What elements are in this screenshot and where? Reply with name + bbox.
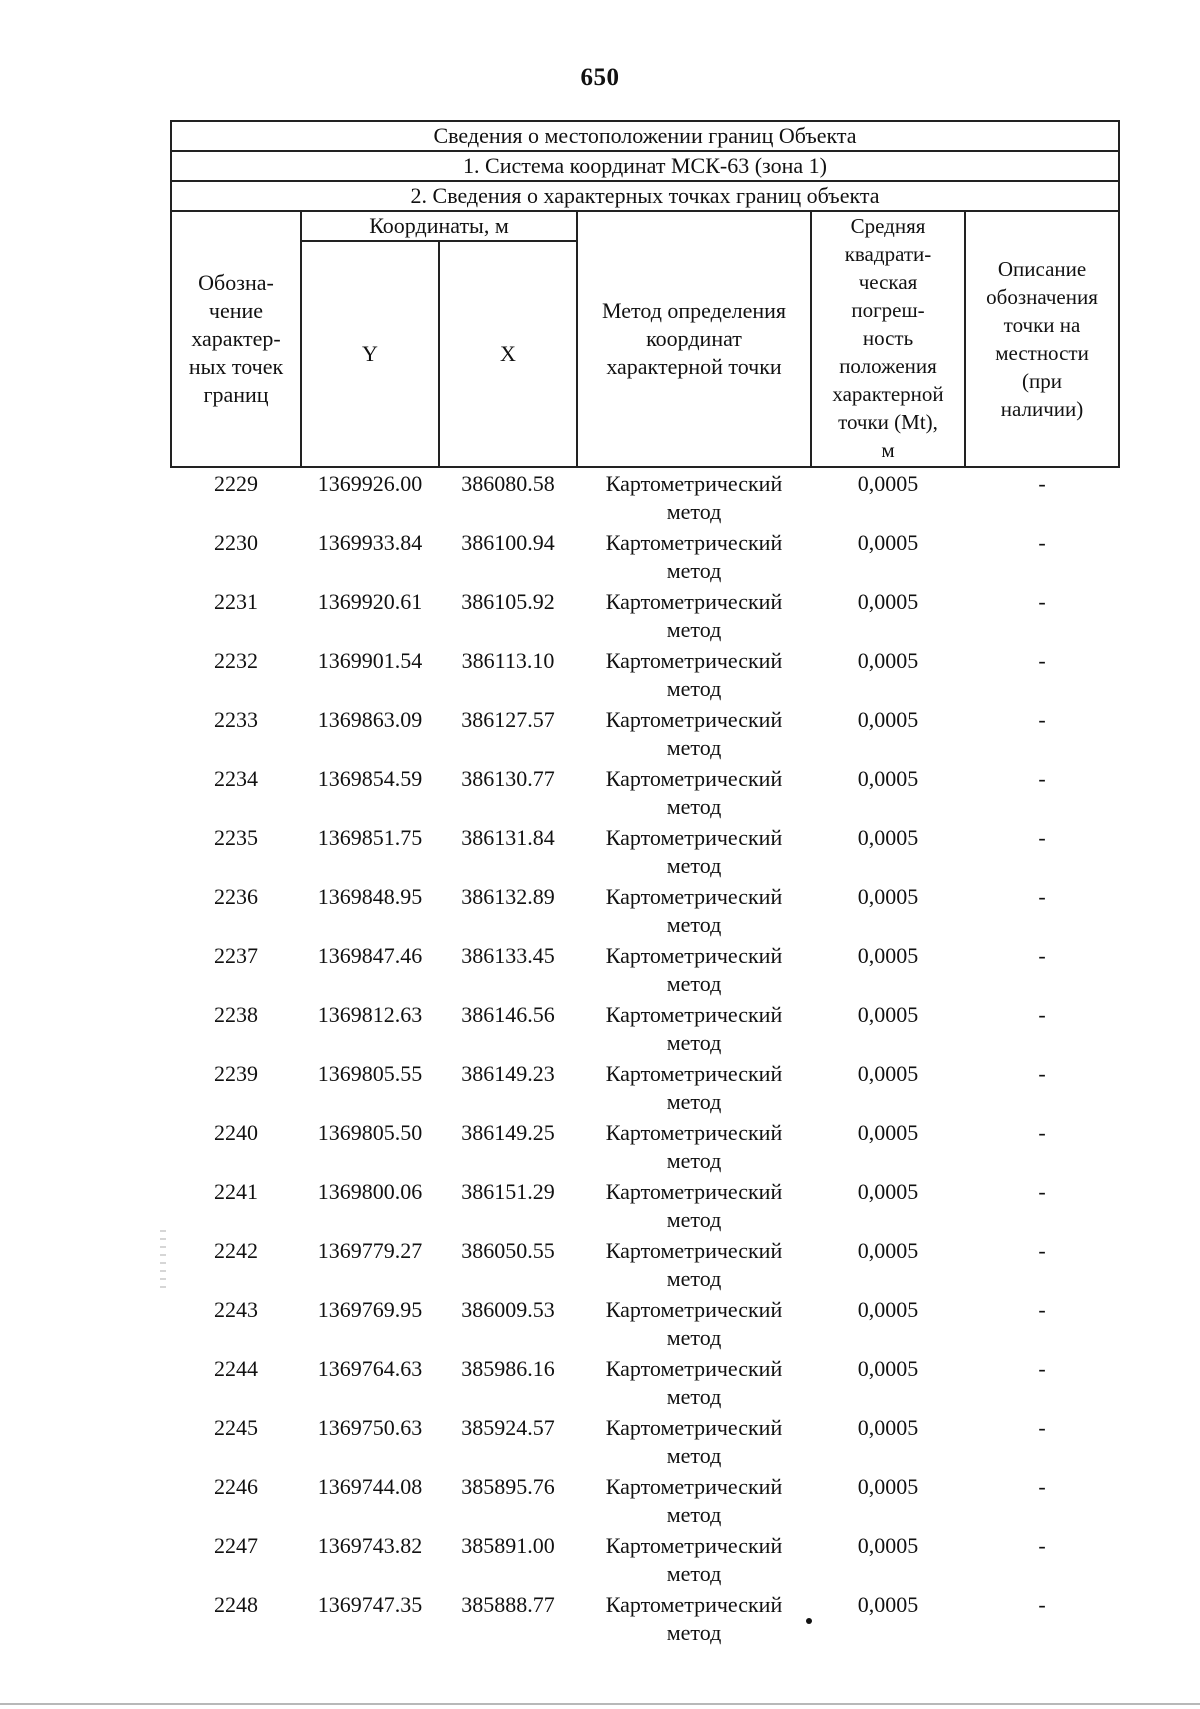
cell-point-id: 2239	[214, 1061, 258, 1086]
cell-method	[577, 586, 811, 645]
cell-method	[577, 822, 811, 881]
cell-point-id: 2245	[214, 1415, 258, 1440]
table-row	[171, 1353, 1119, 1412]
cell-method	[577, 1589, 811, 1648]
cell-description: -	[1038, 1120, 1046, 1145]
cell-x: 385895.76	[461, 1474, 555, 1499]
cell-method	[577, 1058, 811, 1117]
cell-x: 385891.00	[461, 1533, 555, 1558]
method-line-2: метод	[666, 1561, 722, 1586]
cell-x: 386132.89	[461, 884, 555, 909]
method-line-2: метод	[666, 1266, 722, 1291]
cell-accuracy: 0,0005	[857, 1238, 919, 1263]
method-line-1: Картометрический	[605, 1002, 783, 1027]
cell-y: 1369848.95	[317, 884, 423, 909]
cell-point-id: 2237	[214, 943, 258, 968]
cell-point-id: 2246	[214, 1474, 258, 1499]
cell-accuracy: 0,0005	[857, 1474, 919, 1499]
cell-method	[577, 645, 811, 704]
table-row	[171, 645, 1119, 704]
boundary-points-table	[170, 120, 1120, 1648]
cell-y: 1369847.46	[317, 943, 423, 968]
table-row	[171, 586, 1119, 645]
method-line-1: Картометрический	[605, 884, 783, 909]
cell-description: -	[1038, 471, 1046, 496]
method-line-2: метод	[666, 499, 722, 524]
cell-y: 1369769.95	[317, 1297, 423, 1322]
cell-description: -	[1038, 1356, 1046, 1381]
cell-point-id: 2230	[214, 530, 258, 555]
cell-y: 1369779.27	[317, 1238, 423, 1263]
header-point-designation-text: Обозна- чение характер- ных точек границ	[188, 270, 284, 407]
method-line-1: Картометрический	[605, 766, 783, 791]
cell-method	[577, 527, 811, 586]
cell-y: 1369920.61	[317, 589, 423, 614]
cell-x: 386146.56	[461, 1002, 555, 1027]
method-line-1: Картометрический	[605, 471, 783, 496]
method-line-1: Картометрический	[605, 1533, 783, 1558]
header-accuracy-text: Средняя квадрати- ческая погреш- ность положения характерной точки (Mt), м	[832, 214, 944, 462]
cell-accuracy: 0,0005	[857, 1415, 919, 1440]
cell-accuracy: 0,0005	[857, 471, 919, 496]
cell-point-id: 2238	[214, 1002, 258, 1027]
cell-method	[577, 881, 811, 940]
cell-x: 386151.29	[461, 1179, 555, 1204]
cell-method	[577, 1235, 811, 1294]
cell-description: -	[1038, 943, 1046, 968]
cell-y: 1369800.06	[317, 1179, 423, 1204]
cell-method	[577, 1471, 811, 1530]
cell-x: 386105.92	[461, 589, 555, 614]
cell-description: -	[1038, 1238, 1046, 1263]
cell-point-id: 2233	[214, 707, 258, 732]
method-line-2: метод	[666, 676, 722, 701]
cell-description: -	[1038, 1297, 1046, 1322]
method-line-1: Картометрический	[605, 1592, 783, 1617]
cell-description: -	[1038, 1533, 1046, 1558]
method-line-2: метод	[666, 794, 722, 819]
cell-y: 1369812.63	[317, 1002, 423, 1027]
cell-y: 1369805.50	[317, 1120, 423, 1145]
method-line-2: метод	[666, 735, 722, 760]
cell-method	[577, 1176, 811, 1235]
method-line-2: метод	[666, 1089, 722, 1114]
cell-y: 1369764.63	[317, 1356, 423, 1381]
cell-point-id: 2235	[214, 825, 258, 850]
cell-point-id: 2234	[214, 766, 258, 791]
cell-method	[577, 999, 811, 1058]
method-line-2: метод	[666, 1443, 722, 1468]
cell-x: 385924.57	[461, 1415, 555, 1440]
table-row	[171, 1176, 1119, 1235]
method-line-2: метод	[666, 1384, 722, 1409]
cell-method	[577, 1353, 811, 1412]
table-body	[171, 467, 1119, 1648]
cell-description: -	[1038, 530, 1046, 555]
method-line-2: метод	[666, 1148, 722, 1173]
cell-y: 1369901.54	[317, 648, 423, 673]
cell-point-id: 2244	[214, 1356, 258, 1381]
cell-x: 386131.84	[461, 825, 555, 850]
cell-y: 1369743.82	[317, 1533, 423, 1558]
cell-description: -	[1038, 1002, 1046, 1027]
cell-method	[577, 1294, 811, 1353]
scan-specks	[160, 1230, 166, 1290]
method-line-2: метод	[666, 1620, 722, 1645]
table-row	[171, 1589, 1119, 1648]
header-y: Y	[301, 241, 439, 467]
cell-accuracy: 0,0005	[857, 943, 919, 968]
table-row	[171, 1058, 1119, 1117]
table-title: Сведения о местоположении границ Объекта	[171, 121, 1119, 151]
cell-point-id: 2231	[214, 589, 258, 614]
table-row	[171, 1235, 1119, 1294]
cell-x: 386100.94	[461, 530, 555, 555]
cell-y: 1369863.09	[317, 707, 423, 732]
cell-point-id: 2240	[214, 1120, 258, 1145]
cell-description: -	[1038, 884, 1046, 909]
coordinate-system-heading: 1. Система координат МСК-63 (зона 1)	[171, 151, 1119, 181]
cell-description: -	[1038, 1415, 1046, 1440]
method-line-1: Картометрический	[605, 1415, 783, 1440]
method-line-1: Картометрический	[605, 589, 783, 614]
method-line-2: метод	[666, 1030, 722, 1055]
table-row	[171, 1294, 1119, 1353]
cell-accuracy: 0,0005	[857, 766, 919, 791]
method-line-1: Картометрический	[605, 648, 783, 673]
table-row	[171, 704, 1119, 763]
header-x: X	[439, 241, 577, 467]
header-coordinates: Координаты, м	[301, 211, 577, 241]
cell-accuracy: 0,0005	[857, 1002, 919, 1027]
method-line-2: метод	[666, 1207, 722, 1232]
header-method-text: Метод определения координат характерной точки	[601, 298, 787, 379]
method-line-1: Картометрический	[605, 1061, 783, 1086]
cell-method	[577, 1530, 811, 1589]
cell-point-id: 2232	[214, 648, 258, 673]
cell-y: 1369933.84	[317, 530, 423, 555]
method-line-2: метод	[666, 617, 722, 642]
method-line-1: Картометрический	[605, 1238, 783, 1263]
table-row	[171, 467, 1119, 527]
cell-description: -	[1038, 1061, 1046, 1086]
cell-method	[577, 467, 811, 527]
method-line-1: Картометрический	[605, 1297, 783, 1322]
cell-description: -	[1038, 589, 1046, 614]
cell-y: 1369854.59	[317, 766, 423, 791]
cell-description: -	[1038, 648, 1046, 673]
cell-description: -	[1038, 1474, 1046, 1499]
method-line-1: Картометрический	[605, 1179, 783, 1204]
cell-x: 386009.53	[461, 1297, 555, 1322]
table-row	[171, 1412, 1119, 1471]
cell-accuracy: 0,0005	[857, 825, 919, 850]
method-line-1: Картометрический	[605, 943, 783, 968]
method-line-2: метод	[666, 971, 722, 996]
cell-point-id: 2236	[214, 884, 258, 909]
cell-y: 1369851.75	[317, 825, 423, 850]
cell-accuracy: 0,0005	[857, 1592, 919, 1617]
cell-method	[577, 763, 811, 822]
cell-description: -	[1038, 766, 1046, 791]
cell-x: 386133.45	[461, 943, 555, 968]
cell-description: -	[1038, 825, 1046, 850]
cell-x: 386113.10	[461, 648, 555, 673]
cell-description: -	[1038, 707, 1046, 732]
header-description-text: Описание обозначения точки на местности (при наличии)	[986, 257, 1098, 421]
cell-y: 1369744.08	[317, 1474, 423, 1499]
cell-x: 385888.77	[461, 1592, 555, 1617]
table-row	[171, 1530, 1119, 1589]
page-bottom-edge	[0, 1703, 1200, 1705]
method-line-2: метод	[666, 558, 722, 583]
cell-accuracy: 0,0005	[857, 1533, 919, 1558]
method-line-2: метод	[666, 853, 722, 878]
cell-x: 385986.16	[461, 1356, 555, 1381]
method-line-1: Картометрический	[605, 1356, 783, 1381]
method-line-1: Картометрический	[605, 530, 783, 555]
method-line-1: Картометрический	[605, 1474, 783, 1499]
cell-method	[577, 1412, 811, 1471]
stray-dot	[806, 1618, 812, 1624]
cell-method	[577, 940, 811, 999]
method-line-1: Картометрический	[605, 1120, 783, 1145]
cell-accuracy: 0,0005	[857, 1061, 919, 1086]
cell-point-id: 2243	[214, 1297, 258, 1322]
cell-point-id: 2247	[214, 1533, 258, 1558]
cell-x: 386080.58	[461, 471, 555, 496]
characteristic-points-heading: 2. Сведения о характерных точках границ объекта	[171, 181, 1119, 211]
method-line-2: метод	[666, 1325, 722, 1350]
header-description	[965, 211, 1119, 467]
header-method	[577, 211, 811, 467]
cell-accuracy: 0,0005	[857, 648, 919, 673]
header-point-designation	[171, 211, 301, 467]
cell-x: 386149.23	[461, 1061, 555, 1086]
cell-accuracy: 0,0005	[857, 530, 919, 555]
cell-point-id: 2248	[214, 1592, 258, 1617]
cell-accuracy: 0,0005	[857, 589, 919, 614]
cell-method	[577, 1117, 811, 1176]
cell-y: 1369926.00	[317, 471, 423, 496]
cell-x: 386050.55	[461, 1238, 555, 1263]
cell-y: 1369747.35	[317, 1592, 423, 1617]
table-row	[171, 881, 1119, 940]
method-line-1: Картометрический	[605, 825, 783, 850]
table-row	[171, 1117, 1119, 1176]
method-line-1: Картометрический	[605, 707, 783, 732]
cell-x: 386149.25	[461, 1120, 555, 1145]
cell-y: 1369805.55	[317, 1061, 423, 1086]
method-line-2: метод	[666, 912, 722, 937]
cell-description: -	[1038, 1179, 1046, 1204]
table-row	[171, 999, 1119, 1058]
table-row	[171, 527, 1119, 586]
table-row	[171, 1471, 1119, 1530]
cell-point-id: 2241	[214, 1179, 258, 1204]
page-number: 650	[580, 64, 620, 91]
cell-x: 386130.77	[461, 766, 555, 791]
cell-accuracy: 0,0005	[857, 1179, 919, 1204]
cell-method	[577, 704, 811, 763]
cell-x: 386127.57	[461, 707, 555, 732]
table-row	[171, 763, 1119, 822]
header-accuracy	[811, 211, 965, 467]
cell-accuracy: 0,0005	[857, 1356, 919, 1381]
cell-accuracy: 0,0005	[857, 1120, 919, 1145]
cell-point-id: 2229	[214, 471, 258, 496]
table-row	[171, 822, 1119, 881]
cell-accuracy: 0,0005	[857, 1297, 919, 1322]
cell-accuracy: 0,0005	[857, 884, 919, 909]
cell-point-id: 2242	[214, 1238, 258, 1263]
method-line-2: метод	[666, 1502, 722, 1527]
cell-y: 1369750.63	[317, 1415, 423, 1440]
cell-accuracy: 0,0005	[857, 707, 919, 732]
cell-description: -	[1038, 1592, 1046, 1617]
table-row	[171, 940, 1119, 999]
